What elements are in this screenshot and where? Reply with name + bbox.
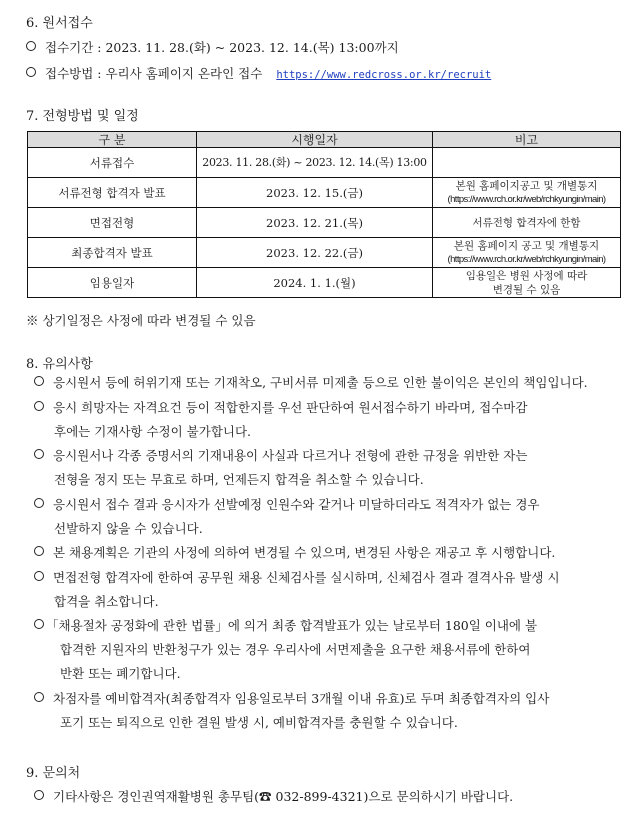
item-text: 「채용절차 공정화에 관한 법률」에 의거 최종 합격발표가 있는 날로부터 180일 이내에 불 bbox=[46, 618, 538, 633]
phone-icon: ☎ bbox=[259, 789, 272, 804]
cell-date: 2023. 12. 22.(금) bbox=[197, 238, 433, 268]
label: 접수방법 bbox=[45, 66, 94, 81]
table-header-row bbox=[28, 132, 621, 148]
caution-item bbox=[34, 493, 619, 541]
contact-info bbox=[34, 787, 513, 805]
table-row bbox=[28, 148, 621, 178]
phone-number: 032-899-4321 bbox=[271, 789, 364, 804]
cell-category: 최종합격자 발표 bbox=[28, 238, 197, 268]
cell-note bbox=[433, 148, 621, 178]
item-text: 차점자를 예비합격자(최종합격자 임용일로부터 3개월 이내 유효)로 두며 최종합격자의 입사 bbox=[53, 691, 550, 706]
bullet-circle-icon bbox=[34, 401, 44, 411]
item-text-cont: 합격을 취소합니다. bbox=[54, 594, 159, 609]
table-row bbox=[28, 208, 621, 238]
item-text-cont: 반환 또는 폐기합니다. bbox=[60, 666, 181, 681]
item-text-cont: 선발하지 않을 수 있습니다. bbox=[54, 521, 203, 536]
item-text: 응시원서나 각종 증명서의 기재내용이 사실과 다르거나 전형에 관한 규정을 위반한 자는 bbox=[53, 448, 528, 463]
cell-category: 서류접수 bbox=[28, 148, 197, 178]
application-method bbox=[26, 64, 491, 82]
note-line: 본원 홈페이지 공고 및 개별통지 bbox=[453, 239, 600, 252]
schedule-notice: ※ 상기일정은 사정에 따라 변경될 수 있음 bbox=[26, 313, 256, 328]
note-line: 본원 홈페이지공고 및 개별통지 bbox=[455, 179, 598, 192]
separator: : bbox=[93, 40, 106, 55]
contact-text: 기타사항은 경인권역재활병원 총무팀( bbox=[53, 789, 260, 804]
item-text: 본 채용계획은 기관의 사정에 의하여 변경될 수 있으며, 변경된 사항은 재공고 후 시행합니다. bbox=[53, 545, 556, 560]
application-period bbox=[26, 38, 399, 56]
caution-item bbox=[34, 444, 619, 492]
label: 접수기간 bbox=[45, 40, 94, 55]
cell-note bbox=[433, 178, 621, 208]
header-category: 구 분 bbox=[28, 132, 197, 148]
cell-date: 2024. 1. 1.(월) bbox=[197, 268, 433, 298]
item-text: 응시원서 접수 결과 응시자가 선발예정 인원수와 같거나 미달하더라도 적격자가 없는 경우 bbox=[53, 497, 540, 512]
cell-date: 2023. 12. 15.(금) bbox=[197, 178, 433, 208]
bullet-circle-icon bbox=[26, 41, 36, 51]
note-line: 서류전형 합격자에 한함 bbox=[472, 216, 581, 229]
value: 우리사 홈페이지 온라인 접수 bbox=[105, 66, 263, 81]
caution-item bbox=[34, 541, 619, 565]
item-text: 응시원서 등에 허위기재 또는 기재착오, 구비서류 미제출 등으로 인한 불이익은 본인의 책임입니다. bbox=[53, 375, 588, 390]
caution-item bbox=[34, 396, 619, 444]
recruit-link[interactable]: https://www.redcross.or.kr/recruit bbox=[276, 69, 492, 81]
item-text: 면접전형 합격자에 한하여 공무원 채용 신체검사를 실시하며, 신체검사 결과 결격사유 발생 시 bbox=[53, 570, 560, 585]
table-row bbox=[28, 178, 621, 208]
bullet-circle-icon bbox=[34, 498, 44, 508]
note-line: 변경될 수 있음 bbox=[492, 283, 561, 296]
cell-category: 서류전형 합격자 발표 bbox=[28, 178, 197, 208]
bullet-circle-icon bbox=[34, 619, 44, 629]
section-6-title: 6. 원서접수 bbox=[26, 16, 93, 31]
cell-note bbox=[433, 208, 621, 238]
item-text-cont: 후에는 기재사항 수정이 불가합니다. bbox=[54, 424, 252, 439]
table-row bbox=[28, 268, 621, 298]
cell-category: 임용일자 bbox=[28, 268, 197, 298]
note-url: (https://www.rch.or.kr/web/rchkyungin/main) bbox=[447, 253, 606, 265]
header-date: 시행일자 bbox=[197, 132, 433, 148]
bullet-circle-icon bbox=[34, 376, 44, 386]
section-9-title: 9. 문의처 bbox=[26, 766, 81, 781]
item-text-cont: 합격한 지원자의 반환청구가 있는 경우 우리사에 서면제출을 요구한 채용서류에 한하여 bbox=[60, 642, 531, 657]
caution-item bbox=[34, 687, 619, 735]
bullet-circle-icon bbox=[34, 449, 44, 459]
cell-note bbox=[433, 238, 621, 268]
cell-note bbox=[433, 268, 621, 298]
bullet-circle-icon bbox=[26, 67, 36, 77]
bullet-circle-icon bbox=[34, 692, 44, 702]
note-line: 임용일은 병원 사정에 따라 bbox=[465, 269, 588, 282]
item-text: 응시 희망자는 자격요건 등이 적합한지를 우선 판단하여 원서접수하기 바라며, 접수마감 bbox=[53, 400, 528, 415]
cell-category: 면접전형 bbox=[28, 208, 197, 238]
schedule-table bbox=[27, 131, 621, 298]
separator: : bbox=[93, 66, 106, 81]
caution-item bbox=[34, 371, 619, 395]
contact-text-end: )으로 문의하시기 바랍니다. bbox=[363, 789, 514, 804]
bullet-circle-icon bbox=[34, 571, 44, 581]
section-8-title: 8. 유의사항 bbox=[26, 357, 93, 372]
bullet-circle-icon bbox=[34, 790, 44, 800]
section-7-title: 7. 전형방법 및 일정 bbox=[26, 109, 139, 124]
cell-date: 2023. 12. 21.(목) bbox=[197, 208, 433, 238]
value: 2023. 11. 28.(화) ~ 2023. 12. 14.(목) 13:00까지 bbox=[105, 40, 399, 55]
cell-date: 2023. 11. 28.(화) ~ 2023. 12. 14.(목) 13:00 bbox=[197, 148, 433, 178]
caution-item bbox=[34, 566, 619, 614]
table-row bbox=[28, 238, 621, 268]
caution-item bbox=[34, 614, 619, 686]
header-note: 비고 bbox=[433, 132, 621, 148]
item-text-cont: 포기 또는 퇴직으로 인한 결원 발생 시, 예비합격자를 충원할 수 있습니다. bbox=[60, 715, 458, 730]
item-text-cont: 전형을 정지 또는 무효로 하며, 언제든지 합격을 취소할 수 있습니다. bbox=[54, 472, 424, 487]
note-url: (https://www.rch.or.kr/web/rchkyungin/main) bbox=[447, 193, 606, 205]
bullet-circle-icon bbox=[34, 546, 44, 556]
